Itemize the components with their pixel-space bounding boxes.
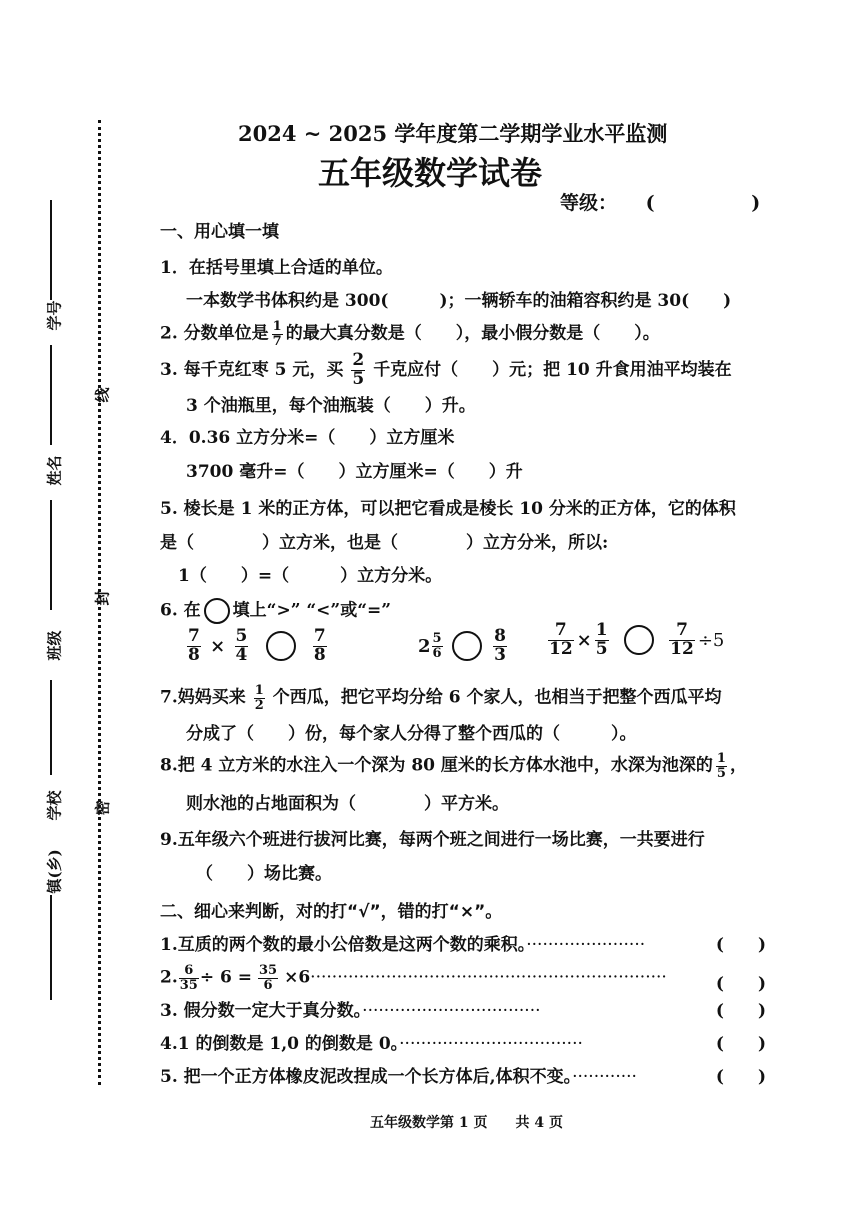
q4-line1: 4．0.36 立方分米=（ ）立方厘米 [160,428,455,448]
binding-line-zhen [50,895,52,1000]
compare-circle-icon [204,598,230,624]
q6-e2-whole: 2 [418,635,431,657]
q6-e1-frac-c [313,628,327,665]
judge-item-4-dots: ·································· [399,1034,583,1054]
binding-label-xuehao: 学号 [45,300,64,331]
exam-title: 五年级数学试卷 [318,154,543,192]
judge-item-4 [160,1036,766,1053]
q7-frac-den: 2 [254,697,264,713]
q3-pre: 3. 每千克红枣 5 元，买 [160,359,344,380]
q3-frac-den: 5 [352,368,365,389]
judge-item-2-pre: 2. [160,967,178,988]
q8-line2: 则水池的占地面积为（ ）平方米。 [186,794,509,814]
q6-e3-answer-circle[interactable] [624,625,654,655]
q6-e2-frac-c [493,628,507,665]
judge-item-4-text: 4.1 的倒数是 1,0 的倒数是 0。 [160,1034,400,1054]
q6-e1-op: × [210,635,226,657]
judge-item-2-dots: ·································································· [310,967,667,988]
judge-item-2-a-num: 6 [179,964,199,979]
judge-item-4-answer[interactable]: ( ) [715,1034,766,1054]
q6-e3-frac-b [595,622,609,659]
q8-pre: 8.把 4 立方米的水注入一个深为 80 厘米的长方体水池中，水深为池深的 [160,755,713,776]
q8-frac-num: 1 [716,751,726,766]
q6-e2-c-num: 8 [494,626,506,646]
judge-item-3-text: 3. 假分数一定大于真分数。 [160,1001,363,1021]
q6-e1-a-num: 7 [188,626,200,646]
q6-e2-c-den: 3 [494,644,506,665]
exam-subtitle: 2024 ~ 2025 学年度第二学期学业水平监测 [238,121,668,146]
q1-line: 一本数学书体积约是 300( )；一辆轿车的油箱容积约是 30( ) [186,291,732,311]
section2-title: 二、细心来判断，对的打“√”，错的打“×”。 [160,902,503,922]
judge-item-2-answer[interactable]: ( ) [715,974,766,994]
q1-stem: 1．在括号里填上合适的单位。 [160,258,393,278]
q6-e3-a-den: 12 [549,638,573,659]
q9-line1: 9.五年级六个班进行拔河比赛，每两个班之间进行一场比赛，一共要进行 [160,830,705,850]
q5-line1: 5. 棱长是 1 米的正方体，可以把它看成是棱长 10 分米的正方体，它的体积 [160,499,736,519]
q6-e2-a-num: 5 [432,631,442,647]
q8-fraction [716,752,727,780]
q7-pre: 7.妈妈买来 [160,687,246,708]
q7-line2: 分成了（ ）份，每个家人分得了整个西瓜的（ ）。 [186,724,637,744]
q6-stem [160,598,391,624]
judge-item-2-b-den: 6 [263,977,273,993]
q7-frac-num: 1 [254,683,264,698]
q6-expr3 [545,622,724,659]
judge-item-2-frac-b [258,964,278,992]
section1-title: 一、用心填一填 [160,222,279,242]
q6-e1-b-den: 4 [235,644,248,665]
q8-post: ， [729,755,747,776]
q6-e1-c-den: 8 [313,644,326,665]
q6-e1-c-num: 7 [313,626,326,646]
q6-pre: 6. 在 [160,600,201,621]
q6-post: 填上“>” “<”或“=” [232,600,391,621]
q3-line2: 3 个油瓶里，每个油瓶装（ ）升。 [186,396,476,416]
q4-line2: 3700 毫升=（ ）立方厘米=（ ）升 [186,462,523,482]
q6-expr1 [184,628,330,665]
page-footer: 五年级数学第 1 页 共 4 页 [370,1115,563,1131]
q5-line2: 是（ ）立方米，也是（ ）立方分米，所以: [160,533,609,553]
judge-item-5-dots: ············ [572,1067,637,1087]
binding-label-xuexiao: 学校 [45,790,64,821]
q6-e3-tail: ÷5 [697,629,725,651]
q6-e3-b-den: 5 [595,638,608,659]
binding-label-zhen: 镇(乡) [45,849,64,894]
q9-line2: （ ）场比赛。 [196,864,332,884]
q6-e2-answer-circle[interactable] [452,631,482,661]
q6-e3-op: × [576,629,592,651]
q5-line3: 1（ ）=（ ）立方分米。 [178,566,443,586]
grade-paren-close: ) [751,192,761,214]
q7-line1 [160,684,721,712]
q6-e3-c-den: 12 [670,638,694,659]
q8-frac-den: 5 [716,765,726,781]
judge-item-5-answer[interactable]: ( ) [715,1067,766,1087]
q6-e3-b-num: 1 [595,620,608,640]
q6-e1-frac-b [235,628,249,665]
judge-item-2-frac-a [179,964,199,992]
judge-item-2 [160,964,766,992]
q2-post: 的最大真分数是（ ），最小假分数是（ ）。 [285,323,660,344]
grade-paren-open: ( [645,192,655,214]
binding-mark-feng: 封 [93,590,112,606]
q2 [160,320,660,348]
q6-e1-a-den: 8 [188,644,200,665]
q3-fraction [351,352,365,389]
q2-fraction [272,320,283,348]
q2-frac-num: 1 [272,319,282,334]
judge-item-2-b-num: 35 [259,963,278,978]
binding-mark-mi: 密 [93,800,112,816]
grade-label: 等级： [560,192,618,214]
q6-e3-frac-c [669,622,695,659]
q6-e1-frac-a [187,628,201,665]
judge-item-3 [160,1003,766,1020]
q6-e3-c-num: 7 [669,622,695,641]
q6-e1-b-num: 5 [235,626,248,646]
q3-line1 [160,352,732,389]
q6-e1-answer-circle[interactable] [266,631,296,661]
q6-e3-a-num: 7 [548,622,574,641]
judge-item-1-answer[interactable]: ( ) [715,935,766,955]
judge-item-5 [160,1069,766,1086]
q6-e2-a-den: 6 [432,645,442,661]
judge-item-1 [160,937,766,954]
q2-frac-den: 7 [272,333,282,349]
q3-frac-num: 2 [352,350,365,370]
q6-e3-frac-a [548,622,574,659]
judge-item-3-dots: ································· [362,1001,541,1021]
binding-line-banji [50,500,52,610]
q3-post: 千克应付（ ）元；把 10 升食用油平均装在 [373,359,732,380]
binding-label-xingming: 姓名 [45,455,64,486]
q6-expr2 [418,628,510,665]
binding-label-banji: 班级 [45,630,64,661]
judge-item-3-answer[interactable]: ( ) [715,1001,766,1021]
q6-e2-frac-a [432,632,443,660]
judge-item-1-text: 1.互质的两个数的最小公倍数是这两个数的乘积。 [160,935,527,955]
binding-line-xuexiao [50,680,52,775]
binding-line-xingming [50,345,52,445]
judge-item-2-mid: ÷ 6 = [199,967,252,988]
judge-item-5-text: 5. 把一个正方体橡皮泥改捏成一个长方体后,体积不变。 [160,1067,573,1087]
binding-line-xuehao [50,200,52,300]
judge-item-2-tail: ×6 [284,967,311,988]
binding-mark-xian: 线 [93,387,112,403]
q7-post: 个西瓜，把它平均分给 6 个家人，也相当于把整个西瓜平均 [272,687,722,708]
judge-item-1-dots: ······················ [526,935,646,955]
q7-fraction [254,684,265,712]
grade-field [560,188,760,215]
q8-line1 [160,752,747,780]
judge-item-2-a-den: 35 [179,977,198,993]
q2-pre: 2. 分数单位是 [160,323,269,344]
